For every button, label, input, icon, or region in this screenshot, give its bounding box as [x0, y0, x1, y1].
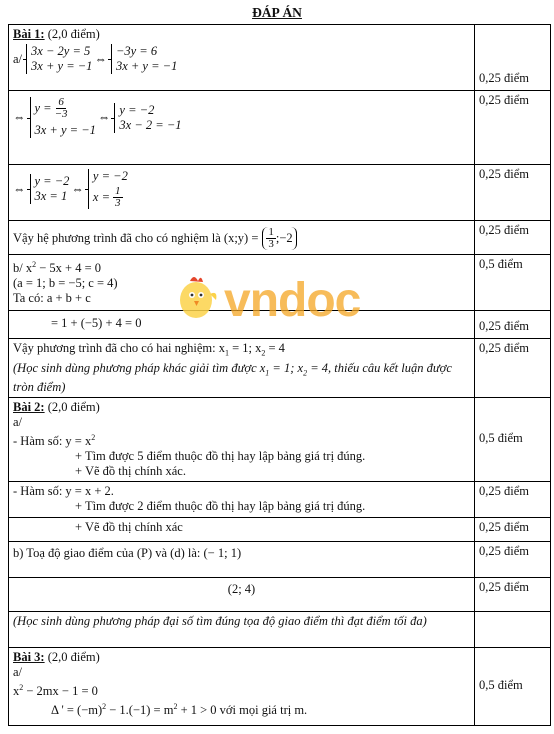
points-cell: 0,25 điểm [475, 91, 551, 165]
bai1-b-note: (Học sinh dùng phương pháp khác giải tìm được $x_1 = 1$; $x_2 = 4$, thiếu câu kết luận được tròn điểm) [13, 360, 452, 394]
bai1-b-equation: b/ $x^2 - 5x + 4 = 0$ [13, 260, 102, 276]
bai2-heading: Bài 2: [13, 400, 45, 414]
solution-pair: $\frac{1}{3}$ ;−2 [262, 227, 296, 250]
bai3-a-label: a/ [13, 665, 23, 680]
points-cell: 0,5 điểm [475, 255, 551, 311]
table-row [9, 339, 551, 398]
bai1-heading: Bài 1: [13, 27, 45, 41]
points-cell: 0,25 điểm [475, 542, 551, 578]
bai1-b-sum: = 1 + (−5) + 4 = 0 [51, 316, 142, 330]
points-cell: 0,25 điểm [475, 165, 551, 221]
bai3-heading: Bài 3: [13, 650, 45, 665]
table-row: ⇔ y = $\frac{6}{-3}$ 3x + y = −1 ⇔ y = −2 3x − 2 = −1 0,25 điểm [9, 91, 551, 165]
bai1-a-label: a/ [13, 51, 23, 66]
points-cell: 0,25 điểm [475, 578, 551, 612]
bai3-score: (2,0 điểm) [47, 650, 100, 665]
points-cell: 0,25 điểm [475, 339, 551, 398]
system-1: 3x − 2y = 5 3x + y = −1 [26, 44, 92, 74]
table-row: ⇔ y = −2 3x = 1 ⇔ y = −2 x = $\frac{1}{3}$ 0,25 điểm [9, 165, 551, 221]
system-2: −3y = 6 3x + y = −1 [111, 44, 177, 74]
answer-table [8, 24, 551, 726]
system-5: y = −2 3x = 1 [30, 174, 70, 204]
system-4: y = −2 3x − 2 = −1 [114, 103, 181, 133]
points-cell: 0,5 điểm [475, 398, 551, 482]
points-cell: 0,25 điểm [475, 311, 551, 339]
bai1-score: (2,0 điểm) [47, 27, 100, 41]
bai1-b-coefficients: (a = 1; b = −5; c = 4) [13, 276, 118, 291]
system-3: y = $\frac{6}{-3}$ 3x + y = −1 [30, 97, 96, 138]
bai2-hs2-line1: + Tìm được 2 điểm thuộc đồ thị hay lập bảng giá trị đúng. [75, 499, 366, 514]
bai2-b-point2: (2; 4) [227, 582, 256, 597]
table-row [9, 482, 551, 518]
bai2-a-label: a/ [13, 415, 23, 429]
table-row [9, 221, 551, 255]
table-row [9, 398, 551, 482]
points-cell: 0,5 điểm [475, 648, 551, 726]
bai3-equation: $x^2 - 2mx - 1 = 0$ [13, 683, 98, 699]
bai2-score: (2,0 điểm) [47, 400, 100, 414]
table-row [9, 578, 551, 612]
points-cell: 0,25 điểm [475, 221, 551, 255]
bai2-hs2-line2: + Vẽ đồ thị chính xác [75, 520, 183, 535]
table-row [9, 311, 551, 339]
bai1-conclusion-a: Vậy hệ phương trình đã cho có nghiệm là (x;y) = [13, 231, 259, 245]
bai2-hs1: - Hàm số: $y = x^2$ [13, 433, 96, 449]
table-row [9, 255, 551, 311]
bai2-hs1-line1: + Tìm được 5 điểm thuộc đồ thị hay lập bảng giá trị đúng. [75, 449, 366, 464]
table-row [9, 518, 551, 542]
table-row [9, 542, 551, 578]
bai2-hs1-line2: + Vẽ đồ thị chính xác. [75, 464, 186, 479]
points-cell: 0,25 điểm [475, 482, 551, 518]
bai3-delta: Δ ' = $(-m)^2 - 1.(-1) = m^2 + 1 > 0$ với mọi giá trị m. [51, 702, 308, 718]
bai2-b-line: b) Toạ độ giao điểm của (P) và (d) là: (− 1; 1) [13, 546, 242, 561]
table-row [9, 648, 551, 726]
table-row: Bài 1: (2,0 điểm) a/ 3x − 2y = 5 3x + y = −1 ⇔ −3y = 6 3x + y = −1 0,25 điểm [9, 25, 551, 91]
bai1-b-taco: Ta có: a + b + c [13, 291, 91, 306]
bai2-b-note: (Học sinh dùng phương pháp đại số tìm đúng tọa độ giao điểm thì đạt điểm tối đa) [13, 614, 427, 629]
points-cell: 0,25 điểm [475, 25, 551, 91]
system-6: y = −2 x = $\frac{1}{3}$ [88, 169, 128, 209]
watermark-text: vndoc [224, 274, 361, 327]
page-title: ĐÁP ÁN [252, 5, 302, 20]
bai1-b-conclusion: Vậy phương trình đã cho có hai nghiệm: $x_1 = 1$; $x_2 = 4$ [13, 341, 285, 358]
points-cell: 0,25 điểm [475, 518, 551, 542]
bai2-hs2: - Hàm số: y = x + 2. [13, 484, 114, 499]
table-row [9, 612, 551, 648]
